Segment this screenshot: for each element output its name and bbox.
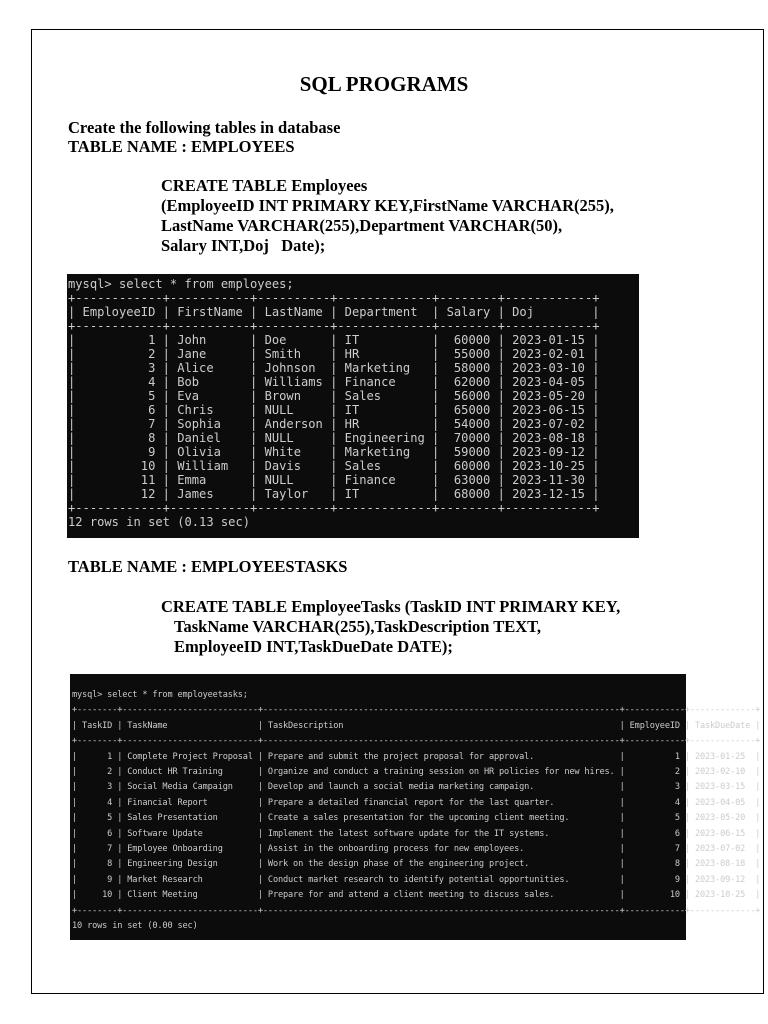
intro-text: Create the following tables in database	[68, 118, 341, 137]
employees-query-terminal	[67, 274, 639, 538]
page-title: SQL PROGRAMS	[299, 72, 469, 96]
employeetasks-query-terminal	[70, 674, 761, 940]
employeetasks-query-output: mysql> select * from employeetasks; +--------+---------------------------+-----------------------------------------------------------------------+------------+-------------+ | TaskID | TaskName | TaskDescription | EmployeeID | TaskDueDate | +--------+---------------------------+-----------------------------------------------------------------------+------------+-------------+ | 1 | Complete Project Proposal | Prepare and submit the project proposal for approval. | 1 | 2023-01-25 | | 2 | Conduct HR Training | Organize and conduct a training session on HR policies for new hires. | 2 | 2023-02-10 | | 3 | Social Media Campaign | Develop and launch a social media marketing campaign. | 3 | 2023-03-15 | | 4 | Financial Report | Prepare a detailed financial report for the last quarter. | 4 | 2023-04-05 | | 5 | Sales Presentation | Create a sales presentation for the upcoming client meeting. | 5 | 2023-05-20 | | 6 | Software Update | Implement the latest software update for the IT systems. | 6 | 2023-06-15 | | 7 | Employee Onboarding | Assist in the onboarding process for new employees. | 7 | 2023-07-02 | | 8 | Engineering Design | Work on the design phase of the engineering project. | 8 | 2023-08-18 | | 9 | Market Research | Conduct market research to identify potential opportunities. | 9 | 2023-09-12 | | 10 | Client Meeting | Prepare for and attend a client meeting to discuss sales. | 10 | 2023-10-25 | +--------+---------------------------+-----------------------------------------------------------------------+------------+-------------+ 10 rows in set (0.00 sec)	[72, 690, 761, 932]
create-employees-line-2: (EmployeeID INT PRIMARY KEY,FirstName VARCHAR(255),	[161, 196, 614, 215]
employees-query-output: mysql> select * from employees; +------------+-----------+----------+-------------+--------+------------+ | EmployeeID | FirstName | LastName | Department | Salary | Doj | +------------+-----------+----------+-------------+--------+------------+ | 1 | John | Doe | IT | 60000 | 2023-01-15 | | 2 | Jane | Smith | HR | 55000 | 2023-02-01 | | 3 | Alice | Johnson | Marketing | 58000 | 2023-03-10 | | 4 | Bob | Williams | Finance | 62000 | 2023-04-05 | | 5 | Eva | Brown | Sales | 56000 | 2023-05-20 | | 6 | Chris | NULL | IT | 65000 | 2023-06-15 | | 7 | Sophia | Anderson | HR | 54000 | 2023-07-02 | | 8 | Daniel | NULL | Engineering | 70000 | 2023-08-18 | | 9 | Olivia | White | Marketing | 59000 | 2023-09-12 | | 10 | William | Davis | Sales | 60000 | 2023-10-25 | | 11 | Emma | NULL | Finance | 63000 | 2023-11-30 | | 12 | James | Taylor | IT | 68000 | 2023-12-15 | +------------+-----------+----------+-------------+--------+------------+ 12 rows in set (0.13 sec)	[68, 277, 600, 529]
table1-heading: TABLE NAME : EMPLOYEES	[68, 137, 295, 156]
create-employees-line-4: Salary INT,Doj Date);	[161, 236, 326, 255]
create-tasks-line-3: EmployeeID INT,TaskDueDate DATE);	[174, 637, 453, 656]
create-employees-line-3: LastName VARCHAR(255),Department VARCHAR(50),	[161, 216, 563, 235]
create-employees-line-1: CREATE TABLE Employees	[161, 176, 368, 195]
create-tasks-line-2: TaskName VARCHAR(255),TaskDescription TEXT,	[174, 617, 542, 636]
create-tasks-line-1: CREATE TABLE EmployeeTasks (TaskID INT PRIMARY KEY,	[161, 597, 621, 616]
table2-heading: TABLE NAME : EMPLOYEESTASKS	[68, 557, 348, 576]
